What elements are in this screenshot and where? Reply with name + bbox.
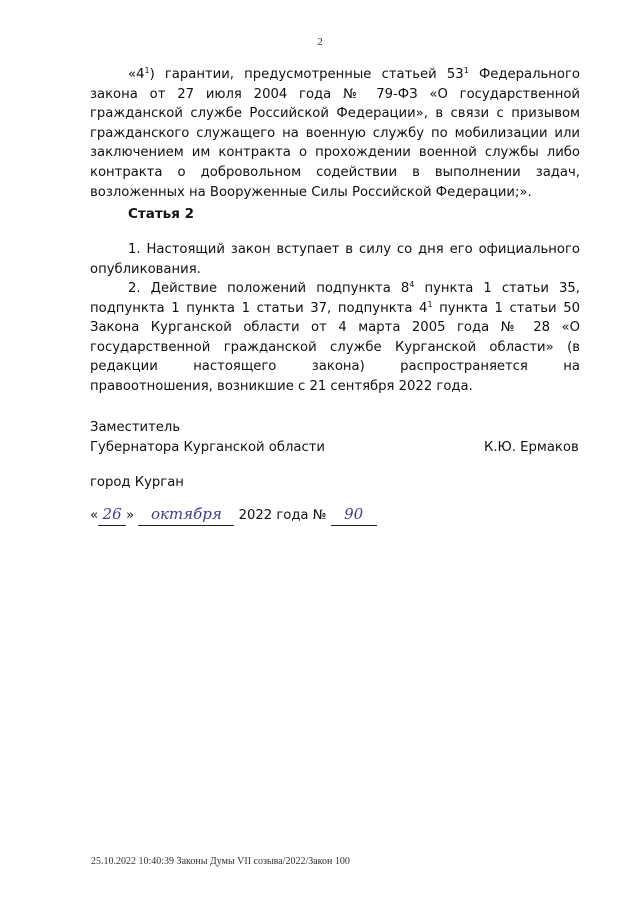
item-2-part-a: 2. Действие положений подпункта 8 (128, 281, 410, 296)
item-2-superscript-b: 1 (427, 299, 433, 309)
clause-paragraph (90, 65, 580, 202)
date-year-text: 2022 года № (238, 508, 327, 523)
item-2 (90, 279, 580, 397)
city: город Курган (90, 475, 184, 490)
signature-name: К.Ю. Ермаков (484, 440, 579, 455)
date-day-handwritten: 26 (98, 505, 126, 526)
date-month-handwritten: октября (138, 505, 234, 526)
date-quote-close: » (126, 508, 135, 523)
signature-position-line1: Заместитель (90, 420, 181, 435)
article-title: Статья 2 (128, 206, 194, 222)
document-number-handwritten: 90 (331, 505, 377, 526)
date-line (90, 505, 377, 526)
clause-number-superscript: 1 (144, 66, 150, 75)
article-superscript: 1 (463, 66, 469, 75)
clause-text-part2: Федерального закона от 27 июля 2004 года № 79-ФЗ «О государственной гражданской службе Российской Федерации», в связи с призывом гражданского служащего на военную службу по мобилизации или заключением им контракта о прохождении военной службы либо контракта о добровольном содействии в выполнении задач, возложенных на Вооруженные Силы Российской Федерации;». (90, 67, 580, 200)
clause-number: «4 (128, 67, 145, 82)
clause-text-part1: ) гарантии, предусмотренные статьей 53 (149, 67, 464, 82)
footer-stamp: 25.10.2022 10:40:39 Законы Думы VII созыва/2022/Закон 100 (91, 856, 350, 867)
item-1: 1. Настоящий закон вступает в силу со дня его официального опубликования. (90, 242, 580, 277)
date-quote-open: « (90, 508, 99, 523)
item-2-superscript-a: 4 (409, 280, 415, 289)
page-number: 2 (317, 36, 323, 48)
item-2-part-b: пункта 1 статьи 35, подпункта 1 пункта 1 статьи 37, подпункта 4 (90, 281, 580, 316)
signature-position-line2: Губернатора Курганской области (90, 440, 325, 455)
item-2-part-c: пункта 1 статьи 50 Закона Курганской области от 4 марта 2005 года № 28 «О государственной гражданской службе Курганской области» (в редакции настоящего закона) распространяется на правоотношения, возникшие с 21 сентября 2022 года. (90, 300, 580, 394)
